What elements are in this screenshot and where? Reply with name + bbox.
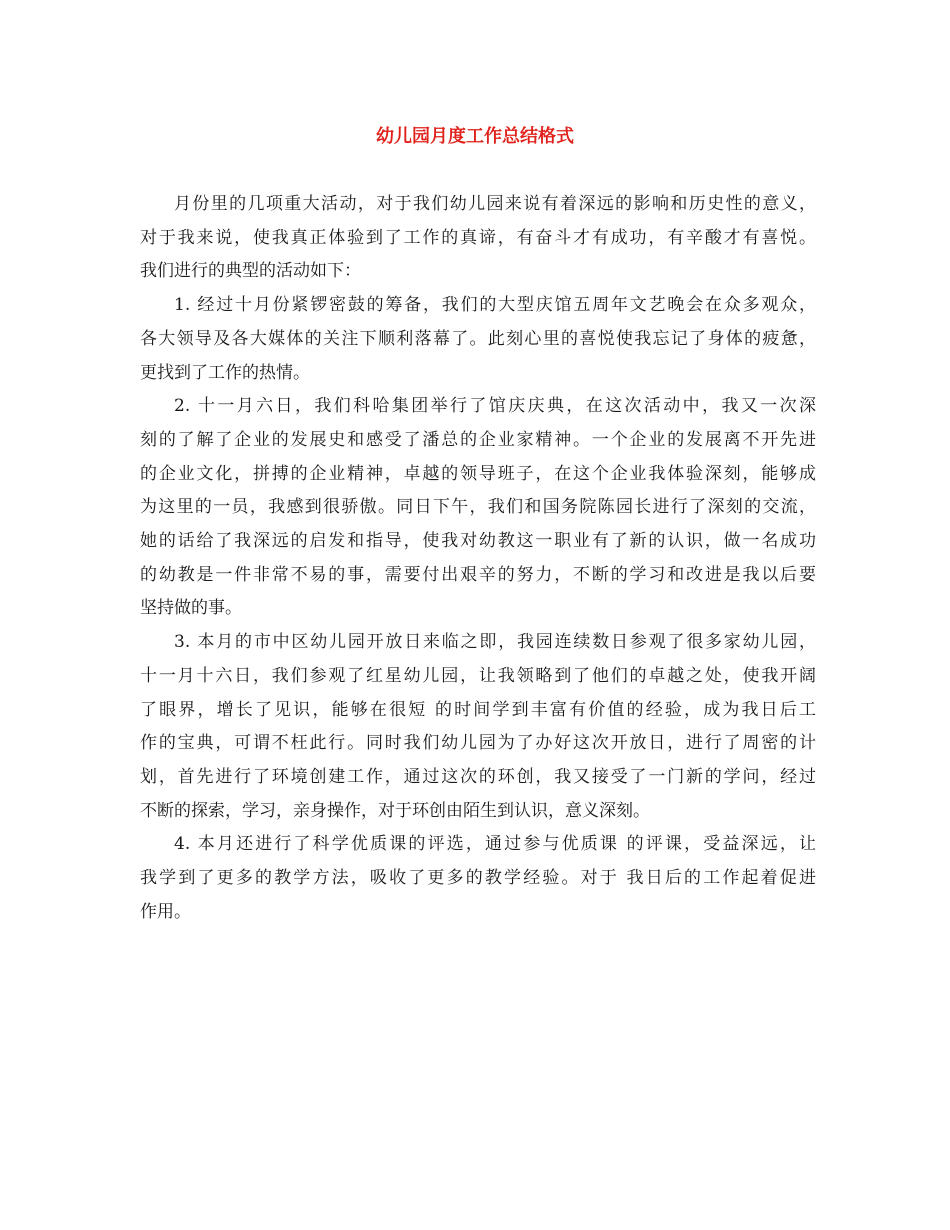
text-line: 3. 本月的市中区幼儿园开放日来临之即，我园连续数日参观了很多家幼儿园， [174,632,816,653]
document-body [140,188,816,929]
text-line: 不断的探索，学习，亲身操作，对于环创由陌生到认识，意义深刻。 [140,800,650,821]
text-line: 为这里的一员，我感到很骄傲。同日下午，我们和国务院陈园长进行了深刻的交流， [140,497,816,518]
text-line: 的幼教是一件非常不易的事，需要付出艰辛的努力，不断的学习和改进是我以后要 [140,564,816,585]
paragraph-intro [140,188,816,289]
text-line: 对于我来说，使我真正体验到了工作的真谛，有奋斗才有成功，有辛酸才有喜悦。 [140,227,816,248]
paragraph-item-4 [140,828,816,929]
text-line: 坚持做的事。 [140,598,242,619]
text-line: 的企业文化，拼搏的企业精神，卓越的领导班子，在这个企业我体验深刻，能够成 [140,463,816,484]
text-line: 各大领导及各大媒体的关注下顺利落幕了。此刻心里的喜悦使我忘记了身体的疲惫， [140,328,816,349]
text-line: 我们进行的典型的活动如下： [140,261,361,282]
document-title: 幼儿园月度工作总结格式 [376,126,574,147]
text-line: 2. 十一月六日，我们科哈集团举行了馆庆庆典，在这次活动中，我又一次深 [174,396,816,417]
text-line: 她的话给了我深远的启发和指导，使我对幼教这一职业有了新的认识，做一名成功 [140,531,816,552]
text-line: 刻的了解了企业的发展史和感受了潘总的企业家精神。一个企业的发展离不开先进 [140,429,816,450]
text-line: 我学到了更多的教学方法，吸收了更多的教学经验。对于 我日后的工作起着促进 [140,868,816,889]
text-line: 了眼界，增长了见识，能够在很短 的时间学到丰富有价值的经验，成为我日后工 [140,699,816,720]
text-line: 更找到了工作的热情。 [140,362,310,383]
text-line: 月份里的几项重大活动，对于我们幼儿园来说有着深远的影响和历史性的意义， [174,194,816,214]
text-line: 1. 经过十月份紧锣密鼓的筹备，我们的大型庆馆五周年文艺晚会在众多观众， [174,295,816,316]
text-line: 十一月十六日，我们参观了红星幼儿园，让我领略到了他们的卓越之处，使我开阔 [140,665,816,686]
text-line: 作用。 [140,901,191,922]
paragraph-item-1 [140,289,816,390]
text-line: 划，首先进行了环境创建工作，通过这次的环创，我又接受了一门新的学问，经过 [140,766,816,787]
text-line: 4. 本月还进行了科学优质课的评选，通过参与优质课 的评课，受益深远，让 [174,834,816,855]
text-line: 作的宝典，可谓不枉此行。同时我们幼儿园为了办好这次开放日，进行了周密的计 [140,733,816,754]
paragraph-item-2 [140,390,816,626]
paragraph-item-3 [140,626,816,828]
